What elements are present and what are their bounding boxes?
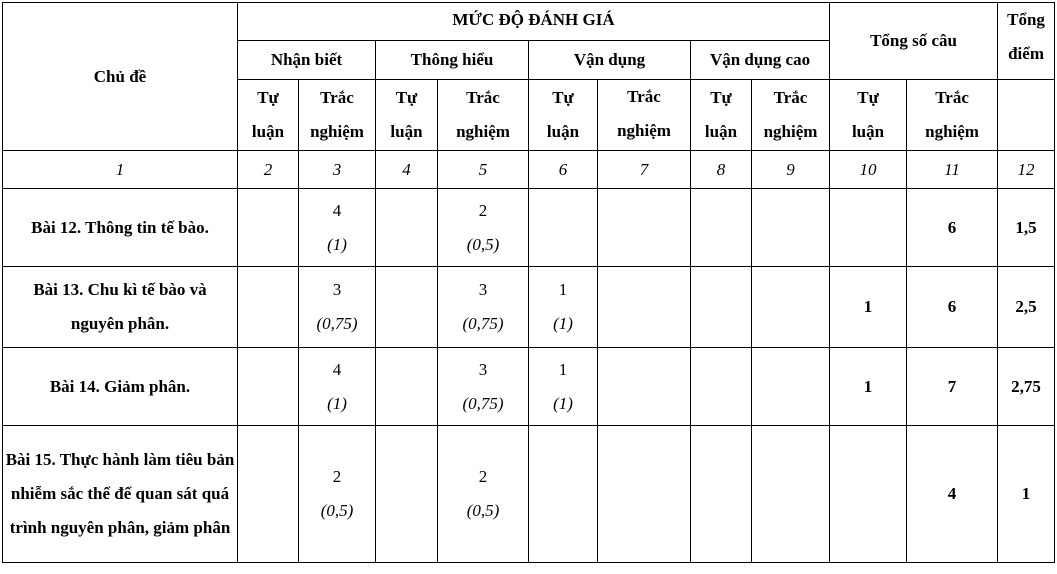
essay-header: Tự luận bbox=[238, 80, 299, 151]
column-number: 10 bbox=[830, 151, 907, 189]
cell-c6 bbox=[529, 189, 598, 267]
cell-c6: 1 (1) bbox=[529, 267, 598, 348]
cell-total-score: 1,5 bbox=[998, 189, 1055, 267]
cell-c2 bbox=[238, 189, 299, 267]
cell-c5: 2 (0,5) bbox=[438, 426, 529, 563]
assessment-matrix-table bbox=[2, 2, 1055, 563]
essay-header: Tự luận bbox=[830, 80, 907, 151]
cell-total-essay bbox=[830, 189, 907, 267]
cell-c2 bbox=[238, 267, 299, 348]
level-recognition: Nhận biết bbox=[238, 41, 376, 80]
cell-c3: 2 (0,5) bbox=[299, 426, 376, 563]
level-understanding: Thông hiểu bbox=[376, 41, 529, 80]
cell-total-score: 1 bbox=[998, 426, 1055, 563]
column-number: 12 bbox=[998, 151, 1055, 189]
essay-header: Tự luận bbox=[376, 80, 438, 151]
mc-header: Trắc nghiệm bbox=[438, 80, 529, 151]
column-number: 8 bbox=[691, 151, 752, 189]
mc-header: Trắc nghiệm bbox=[299, 80, 376, 151]
topic-header: Chủ đề bbox=[3, 3, 238, 151]
cell-c2 bbox=[238, 348, 299, 426]
column-number: 3 bbox=[299, 151, 376, 189]
cell-total-mc: 7 bbox=[907, 348, 998, 426]
cell-c9 bbox=[752, 348, 830, 426]
cell-total-score: 2,5 bbox=[998, 267, 1055, 348]
topic-cell: Bài 14. Giảm phân. bbox=[3, 348, 238, 426]
column-number: 2 bbox=[238, 151, 299, 189]
topic-cell: Bài 12. Thông tin tế bào. bbox=[3, 189, 238, 267]
cell-c3: 3 (0,75) bbox=[299, 267, 376, 348]
essay-header: Tự luận bbox=[529, 80, 598, 151]
cell-total-essay: 1 bbox=[830, 267, 907, 348]
total-score-empty bbox=[998, 80, 1055, 151]
cell-c8 bbox=[691, 189, 752, 267]
cell-c5: 3 (0,75) bbox=[438, 267, 529, 348]
cell-c5: 2 (0,5) bbox=[438, 189, 529, 267]
cell-total-mc: 6 bbox=[907, 267, 998, 348]
assessment-level-header: MỨC ĐỘ ĐÁNH GIÁ bbox=[238, 3, 830, 41]
cell-total-essay bbox=[830, 426, 907, 563]
cell-c9 bbox=[752, 189, 830, 267]
cell-c3: 4 (1) bbox=[299, 189, 376, 267]
column-number: 7 bbox=[598, 151, 691, 189]
column-number: 11 bbox=[907, 151, 998, 189]
cell-c9 bbox=[752, 267, 830, 348]
cell-c4 bbox=[376, 348, 438, 426]
cell-c7 bbox=[598, 426, 691, 563]
column-number-row bbox=[3, 151, 1055, 189]
cell-total-essay: 1 bbox=[830, 348, 907, 426]
column-number: 6 bbox=[529, 151, 598, 189]
column-number: 4 bbox=[376, 151, 438, 189]
cell-c7 bbox=[598, 189, 691, 267]
mc-header: Trắc nghiệm bbox=[907, 80, 998, 151]
column-number: 9 bbox=[752, 151, 830, 189]
cell-c7 bbox=[598, 267, 691, 348]
cell-c8 bbox=[691, 426, 752, 563]
cell-c8 bbox=[691, 267, 752, 348]
topic-cell: Bài 13. Chu kì tế bào và nguyên phân. bbox=[3, 267, 238, 348]
table-row bbox=[3, 426, 1055, 563]
table-row bbox=[3, 189, 1055, 267]
cell-c3: 4 (1) bbox=[299, 348, 376, 426]
essay-header: Tự luận bbox=[691, 80, 752, 151]
cell-c8 bbox=[691, 348, 752, 426]
cell-c7 bbox=[598, 348, 691, 426]
cell-c4 bbox=[376, 189, 438, 267]
header-row-1 bbox=[3, 3, 1055, 41]
table-row bbox=[3, 348, 1055, 426]
cell-total-score: 2,75 bbox=[998, 348, 1055, 426]
cell-total-mc: 4 bbox=[907, 426, 998, 563]
topic-cell: Bài 15. Thực hành làm tiêu bản nhiễm sắc thể để quan sát quá trình nguyên phân, giảm phân bbox=[3, 426, 238, 563]
total-questions-header: Tổng số câu bbox=[830, 3, 998, 80]
cell-c9 bbox=[752, 426, 830, 563]
cell-c4 bbox=[376, 426, 438, 563]
mc-header: Trắc nghiệm bbox=[598, 80, 691, 151]
cell-c2 bbox=[238, 426, 299, 563]
level-application: Vận dụng bbox=[529, 41, 691, 80]
table-row bbox=[3, 267, 1055, 348]
total-score-header: Tổng điểm bbox=[998, 3, 1055, 80]
cell-total-mc: 6 bbox=[907, 189, 998, 267]
column-number: 1 bbox=[3, 151, 238, 189]
level-high-application: Vận dụng cao bbox=[691, 41, 830, 80]
column-number: 5 bbox=[438, 151, 529, 189]
cell-c4 bbox=[376, 267, 438, 348]
cell-c5: 3 (0,75) bbox=[438, 348, 529, 426]
cell-c6 bbox=[529, 426, 598, 563]
mc-header: Trắc nghiệm bbox=[752, 80, 830, 151]
cell-c6: 1 (1) bbox=[529, 348, 598, 426]
